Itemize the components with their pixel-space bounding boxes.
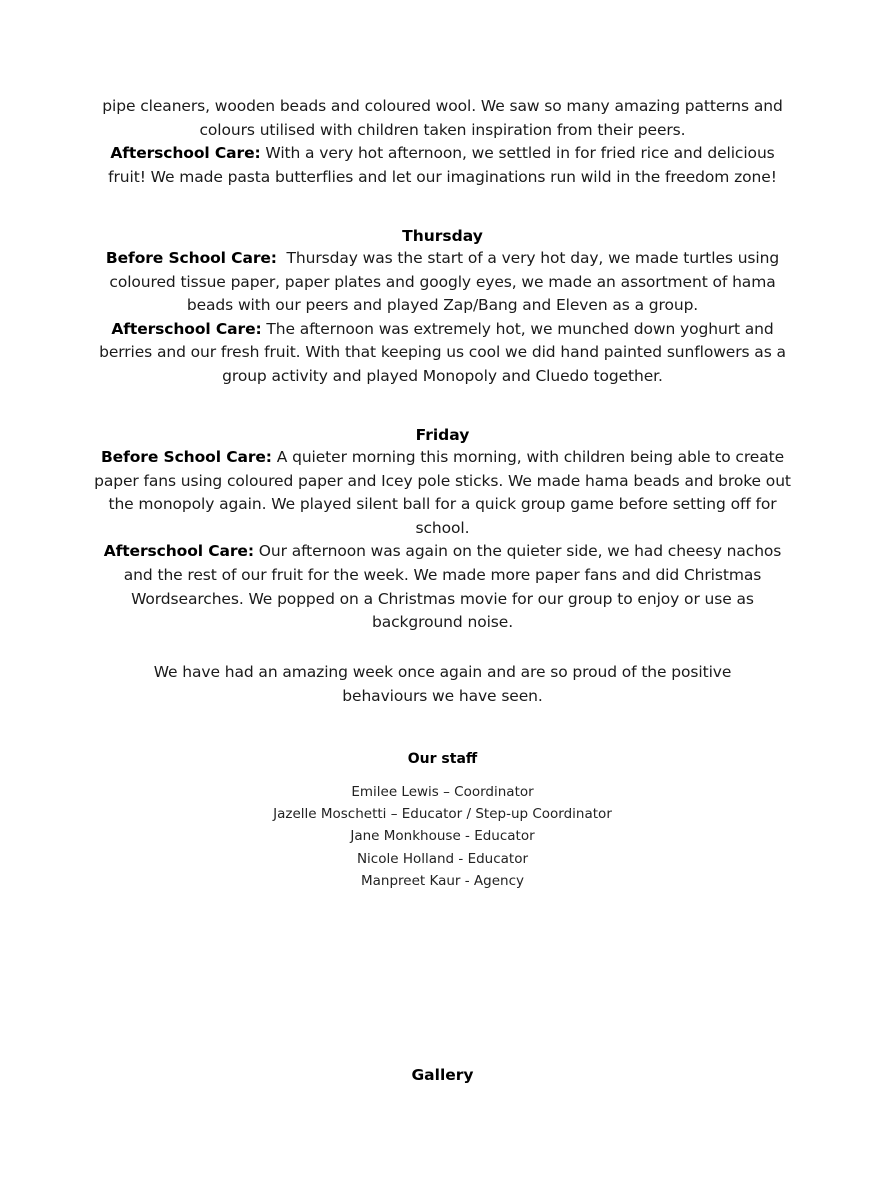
friday-section: [90, 446, 795, 635]
wednesday-before-school-continuation: [90, 95, 795, 189]
thursday-afterschool-text: The afternoon was extremely hot, we munched down yoghurt and berries and our fresh fruit. With that keeping us cool we did hand painted sunflowers as a group activity and played Monopoly and Cluedo together.: [99, 319, 786, 385]
wednesday-afterschool-text: With a very hot afternoon, we settled in for fried rice and delicious fruit! We made pasta butterflies and let our imaginations run wild in the freedom zone!: [108, 144, 777, 186]
closing-paragraph: We have had an amazing week once again and are so proud of the positive behaviours we have seen.: [153, 663, 732, 705]
thursday-afterschool-label: Afterschool Care:: [111, 319, 262, 338]
friday-afterschool-label: Afterschool Care:: [103, 542, 254, 561]
staff-member: Emilee Lewis – Coordinator: [351, 784, 534, 800]
friday-before-school-text: A quieter morning this morning, with children being able to create paper fans using coloured paper and Icey pole sticks. We made hama beads and broke out the monopoly again. We played silent ball for a quick group game before setting off for school.: [94, 448, 791, 537]
thursday-before-school-text: Thursday was the start of a very hot day, we made turtles using coloured tissue paper, paper plates and googly eyes, we made an assortment of hama beads with our peers and played Zap/Bang and Eleven as a group.: [109, 249, 784, 315]
wednesday-afterschool-label: Afterschool Care:: [110, 144, 261, 163]
staff-member: Jazelle Moschetti – Educator / Step-up Coordinator: [273, 806, 612, 823]
friday-heading: Friday: [415, 426, 470, 444]
friday-before-school-label: Before School Care:: [100, 448, 272, 466]
friday-afterschool-text: Our afternoon was again on the quieter side, we had cheesy nachos and the rest of our fruit for the week. We made more paper fans and did Christmas Wordsearches. We popped on a Christmas movie for our group to enjoy or use as background noise.: [123, 542, 782, 632]
thursday-before-school-label: Before School Care:: [105, 249, 277, 267]
staff-member: Manpreet Kaur - Agency: [360, 872, 525, 889]
staff-list: [90, 781, 795, 892]
intro-text: pipe cleaners, wooden beads and coloured wool. We saw so many amazing patterns and colours utilised with children taken inspiration from their peers.: [102, 97, 783, 139]
thursday-section: [90, 247, 795, 389]
thursday-heading: Thursday: [402, 227, 483, 245]
staff-member: Nicole Holland - Educator: [356, 850, 529, 867]
staff-heading: Our staff: [407, 751, 478, 767]
gallery-heading: Gallery: [411, 1066, 474, 1084]
staff-member: Jane Monkhouse - Educator: [350, 828, 535, 845]
